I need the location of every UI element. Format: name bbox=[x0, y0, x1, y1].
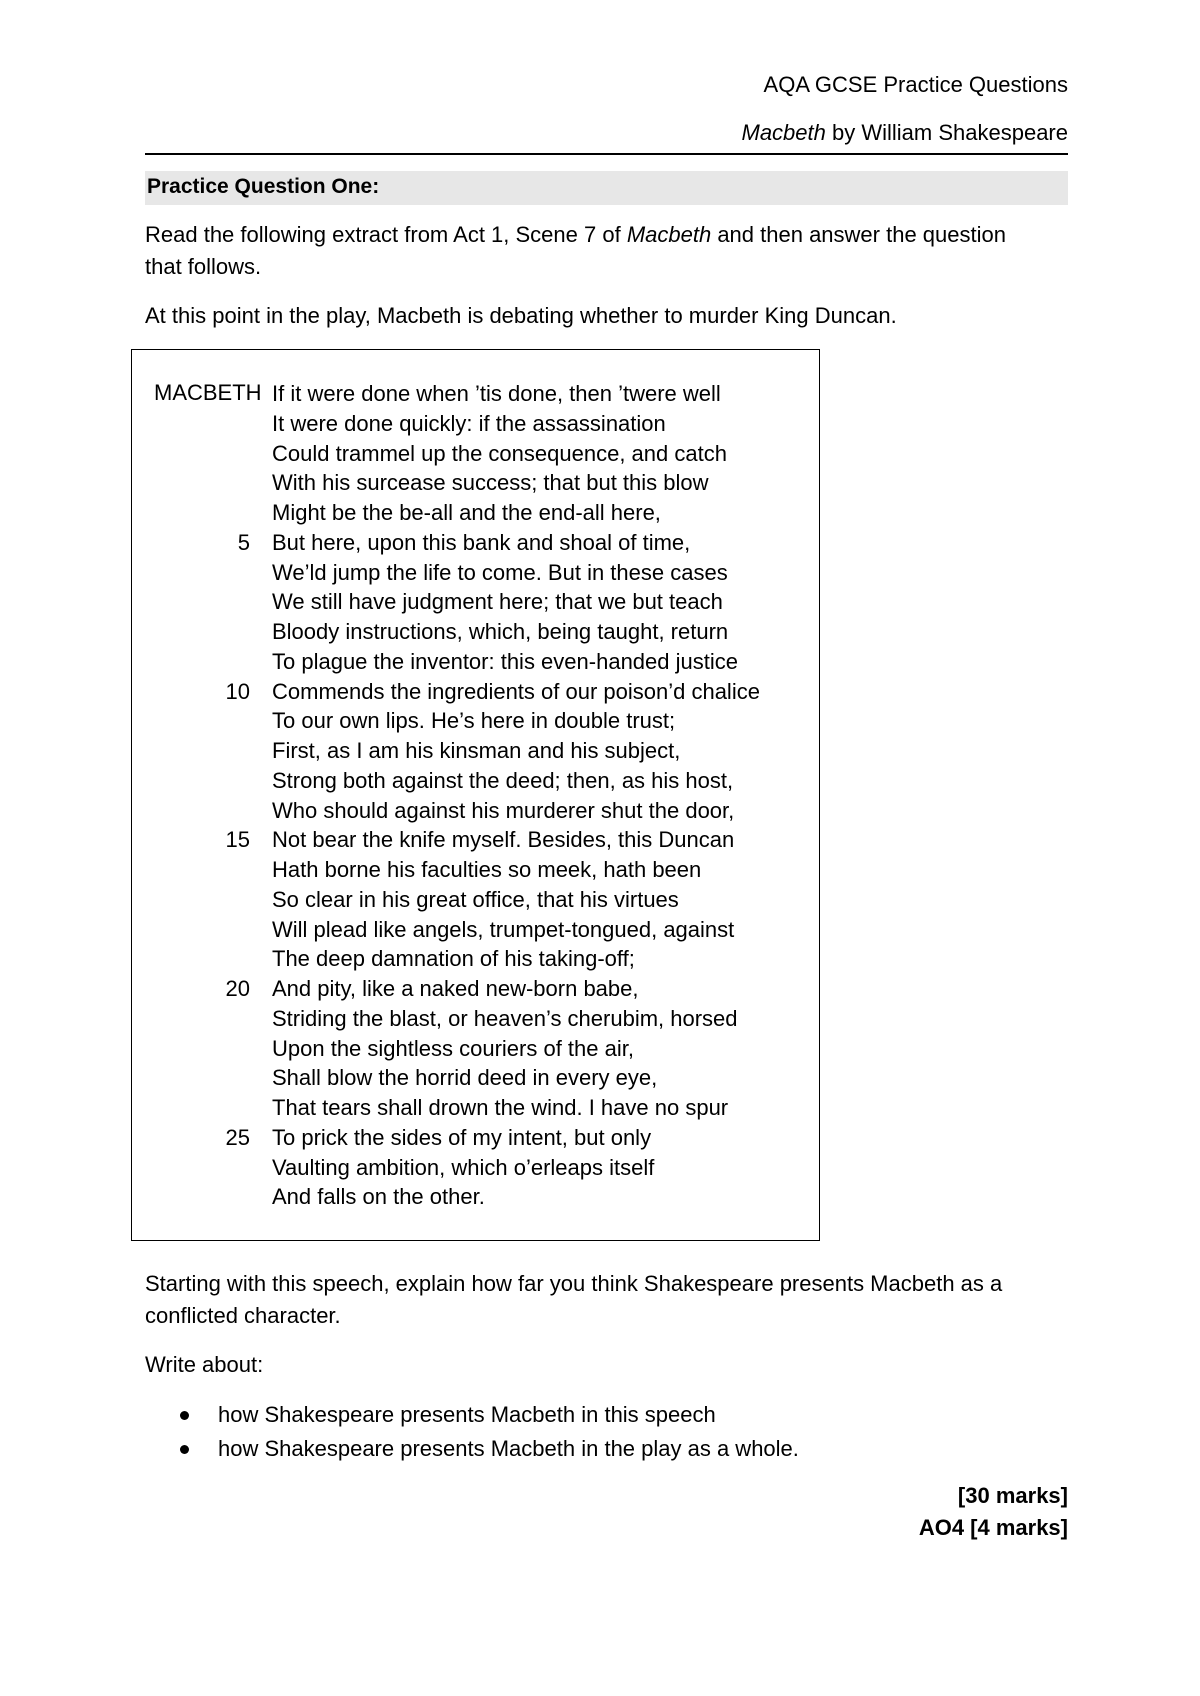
verse-line: Shall blow the horrid deed in every eye, bbox=[272, 1065, 658, 1091]
verse-line: And falls on the other. bbox=[272, 1184, 485, 1210]
line-number: 5 bbox=[237, 529, 250, 555]
verse-line: So clear in his great office, that his virtues bbox=[272, 886, 679, 912]
verse-line: And pity, like a naked new-born babe, bbox=[272, 976, 639, 1001]
line-number-spacer bbox=[200, 855, 250, 885]
verse-line: Who should against his murderer shut the door, bbox=[272, 797, 735, 823]
verse-line: If it were done when ’tis done, then ’twere well bbox=[272, 381, 721, 406]
header-divider bbox=[145, 153, 1068, 155]
verse-line: Bloody instructions, which, being taught, return bbox=[272, 619, 729, 644]
line-number-spacer bbox=[200, 1093, 250, 1123]
ao4-marks: AO4 [4 marks] bbox=[918, 1515, 1068, 1540]
task-bullet-text: how Shakespeare presents Macbeth in the play as a whole. bbox=[218, 1436, 799, 1461]
question-context: At this point in the play, Macbeth is debating whether to murder King Duncan. bbox=[145, 303, 897, 328]
verse-line: To our own lips. He’s here in double trust; bbox=[272, 708, 676, 734]
header-title bbox=[742, 120, 1069, 146]
verse-line: Could trammel up the consequence, and catch bbox=[272, 440, 727, 466]
task-bullet-text: how Shakespeare presents Macbeth in this speech bbox=[218, 1402, 716, 1427]
line-number-spacer bbox=[200, 766, 250, 796]
line-number: 25 bbox=[225, 1124, 250, 1150]
verse-line: Will plead like angels, trumpet-tongued, against bbox=[272, 916, 735, 942]
line-number: 15 bbox=[225, 827, 250, 853]
instruction-part-b: and then answer the question that follows. bbox=[145, 222, 1006, 279]
line-number-spacer bbox=[200, 647, 250, 677]
verse-line: Striding the blast, or heaven’s cherubim, horsed bbox=[272, 1005, 738, 1031]
verse-line: First, as I am his kinsman and his subject, bbox=[272, 738, 681, 763]
line-number-spacer bbox=[200, 617, 250, 647]
verse-line: But here, upon this bank and shoal of time, bbox=[272, 529, 691, 555]
verse-line: We’ld jump the life to come. But in these cases bbox=[272, 559, 728, 585]
line-number-spacer bbox=[200, 1063, 250, 1093]
line-number: 20 bbox=[225, 976, 250, 1001]
header-course: AQA GCSE Practice Questions bbox=[763, 72, 1068, 97]
verse-line: Commends the ingredients of our poison’d chalice bbox=[272, 678, 760, 704]
verse-line: To plague the inventor: this even-handed justice bbox=[272, 648, 738, 674]
line-number-spacer bbox=[200, 915, 250, 945]
line-number-spacer bbox=[200, 587, 250, 617]
line-number: 10 bbox=[225, 678, 250, 704]
line-number-spacer bbox=[200, 885, 250, 915]
verse-line: Hath borne his faculties so meek, hath been bbox=[272, 857, 702, 882]
write-about-label: Write about: bbox=[145, 1352, 264, 1377]
extract-verse bbox=[272, 379, 760, 1212]
line-number-spacer bbox=[200, 706, 250, 736]
instruction-italic-title: Macbeth bbox=[626, 222, 712, 247]
line-number-spacer bbox=[200, 944, 250, 974]
verse-line: Vaulting ambition, which o’erleaps itself bbox=[272, 1154, 655, 1180]
verse-line: It were done quickly: if the assassination bbox=[272, 410, 666, 436]
task-prompt: Starting with this speech, explain how far you think Shakespeare presents Macbeth as a conflicted character. bbox=[145, 1271, 1003, 1328]
instruction-part-a: Read the following extract from Act 1, Scene 7 of bbox=[145, 222, 627, 247]
line-number-column bbox=[200, 379, 250, 1153]
verse-line: Strong both against the deed; then, as his host, bbox=[272, 767, 734, 793]
line-number-spacer bbox=[200, 736, 250, 766]
extract-speaker: MACBETH bbox=[154, 380, 262, 405]
line-number-spacer bbox=[200, 379, 250, 409]
line-number-spacer bbox=[200, 409, 250, 439]
line-number-spacer bbox=[200, 1004, 250, 1034]
verse-line: Not bear the knife myself. Besides, this Duncan bbox=[272, 827, 735, 853]
line-number-spacer bbox=[200, 796, 250, 826]
total-marks: [30 marks] bbox=[957, 1483, 1068, 1508]
line-number-spacer bbox=[200, 558, 250, 588]
line-number-spacer bbox=[200, 439, 250, 469]
question-heading-bar bbox=[145, 171, 1068, 205]
question-title: Practice Question One: bbox=[147, 175, 380, 198]
verse-line: With his surcease success; that but this blow bbox=[272, 470, 709, 496]
line-number-spacer bbox=[200, 1034, 250, 1064]
question-instruction bbox=[145, 219, 1045, 283]
header-title-italic: Macbeth bbox=[741, 120, 826, 145]
verse-line: To prick the sides of my intent, but only bbox=[272, 1124, 652, 1150]
verse-line: Might be the be-all and the end-all here, bbox=[272, 500, 661, 525]
verse-line: Upon the sightless couriers of the air, bbox=[272, 1035, 634, 1061]
verse-line: That tears shall drown the wind. I have no spur bbox=[272, 1095, 729, 1120]
line-number-spacer bbox=[200, 468, 250, 498]
header-title-rest: by William Shakespeare bbox=[825, 120, 1068, 145]
line-number-spacer bbox=[200, 498, 250, 528]
verse-line: The deep damnation of his taking-off; bbox=[272, 946, 635, 972]
verse-line: We still have judgment here; that we but teach bbox=[272, 589, 723, 615]
